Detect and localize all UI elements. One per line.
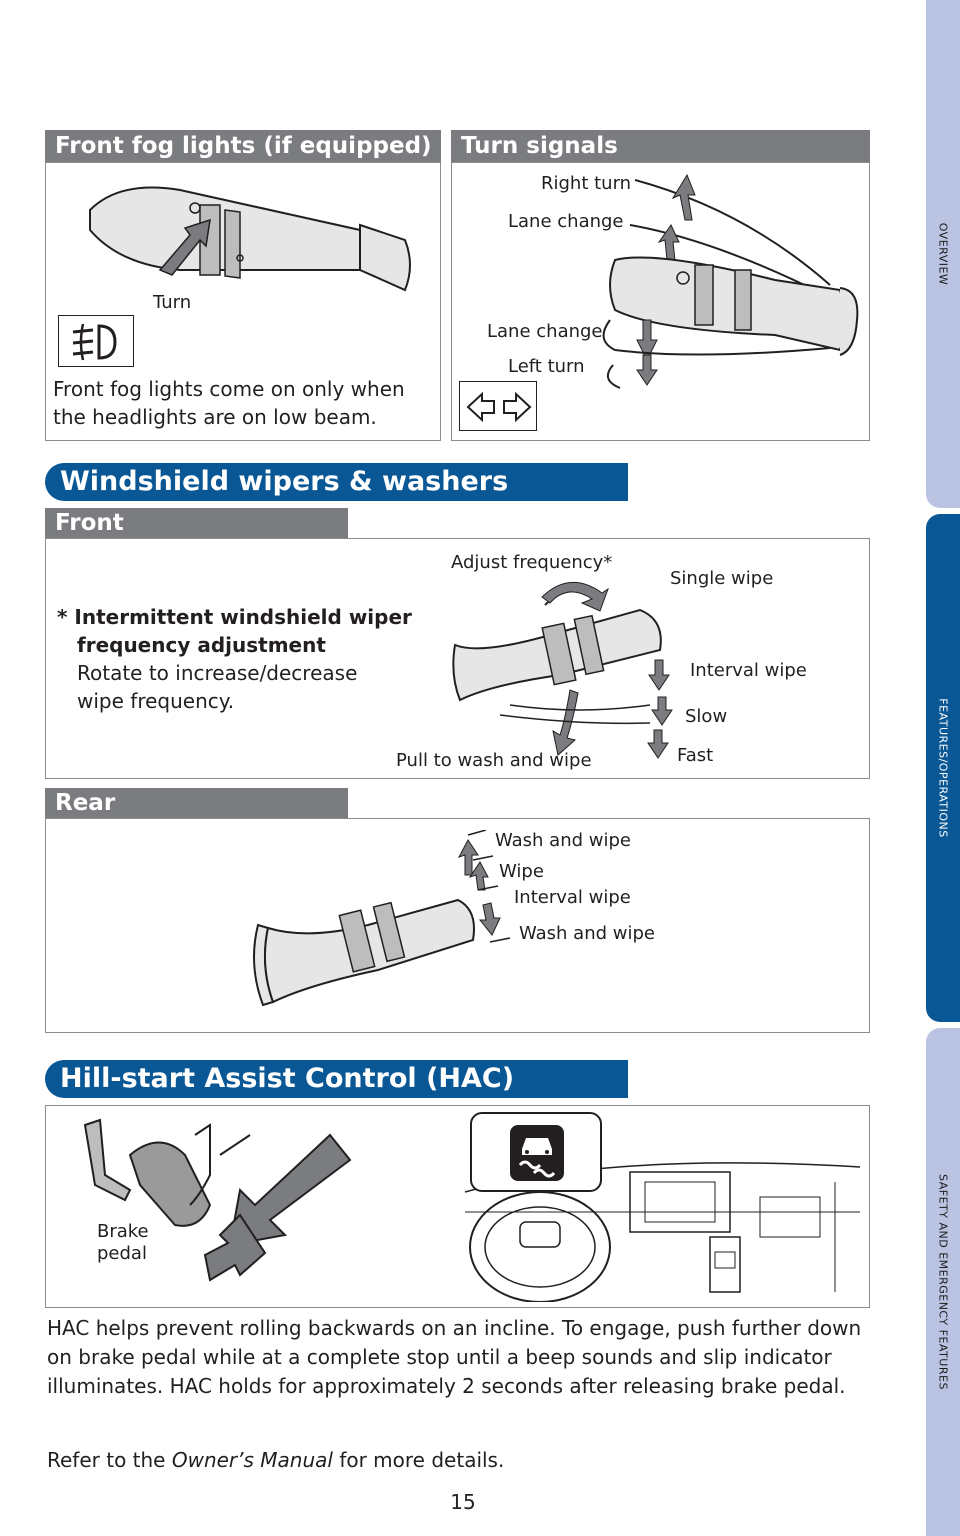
turn-right-label: Right turn [541,173,632,194]
wipers-banner [45,463,628,501]
front-slow-label: Slow [685,706,728,727]
turn-signal-indicator [459,381,537,431]
rear-wash-wipe-bottom-label: Wash and wipe [519,923,655,944]
fog-lever-illustration [60,170,440,320]
front-fast-label: Fast [677,745,714,766]
rear-wipe-label: Wipe [499,861,544,882]
turn-left-label: Left turn [508,356,585,377]
side-tab-label: OVERVIEW [936,222,950,286]
fog-light-icon [59,316,135,368]
slip-indicator-icon [510,1125,564,1181]
brake-pedal-label: Brake pedal [97,1221,149,1264]
front-interval-wipe-label: Interval wipe [690,660,807,681]
side-tab-label: SAFETY AND EMERGENCY FEATURES [936,1174,950,1390]
rear-interval-wipe-label: Interval wipe [514,887,631,908]
wipers-rear-title [45,788,348,818]
turn-title-text: Turn signals [461,133,618,159]
rear-wiper-lever-illustration [238,830,518,1015]
turn-arrows-icon [460,382,538,432]
turn-section-title [451,130,870,162]
turn-lane-change-down-label: Lane change [487,321,603,342]
hac-refer-suffix: for more details. [332,1448,505,1472]
side-tab-overview[interactable] [926,0,960,508]
fog-turn-label: Turn [153,292,192,313]
hac-description: HAC helps prevent rolling backwards on an incline. To engage, push further down on brake pedal while at a complete stop until a beep sounds and slip indicator illuminates. HAC holds for approximately 2 seconds after releasing brake pedal. [47,1316,862,1398]
owners-manual-title: Owner’s Manual [171,1448,333,1472]
front-pull-wash-label: Pull to wash and wipe [396,750,592,771]
wipers-front-title [45,508,348,538]
fog-title-text: Front fog lights (if equipped) [55,133,432,159]
side-tab-label: FEATURES/OPERATIONS [936,698,950,838]
rear-wash-wipe-top-label: Wash and wipe [495,830,631,851]
fog-light-indicator [58,315,134,367]
page-number: 15 [450,1490,476,1514]
hac-refer [47,1446,867,1475]
hac-title-text: Hill-start Assist Control (HAC) [60,1063,515,1094]
front-wiper-lever-illustration [450,575,680,770]
front-note-heading: * Intermittent windshield wiper frequency adjustment [57,605,412,657]
fog-section-title [45,130,441,162]
front-note-body: Rotate to increase/decrease wipe frequency. [77,661,358,713]
side-tab-safety[interactable] [926,1028,960,1536]
slip-indicator-callout [470,1112,602,1192]
rear-title-text: Rear [55,790,116,816]
turn-lever-illustration [595,170,865,400]
wipers-title-text: Windshield wipers & washers [60,466,509,497]
side-tab-features[interactable] [926,514,960,1022]
front-adjust-frequency-label: Adjust frequency* [451,552,613,573]
fog-description: Front fog lights come on only when the headlights are on low beam. [53,377,405,429]
hac-refer-prefix: Refer to the [47,1448,172,1472]
hac-banner [45,1060,628,1098]
front-single-wipe-label: Single wipe [670,568,774,589]
turn-lane-change-up-label: Lane change [508,211,624,232]
front-title-text: Front [55,510,124,536]
